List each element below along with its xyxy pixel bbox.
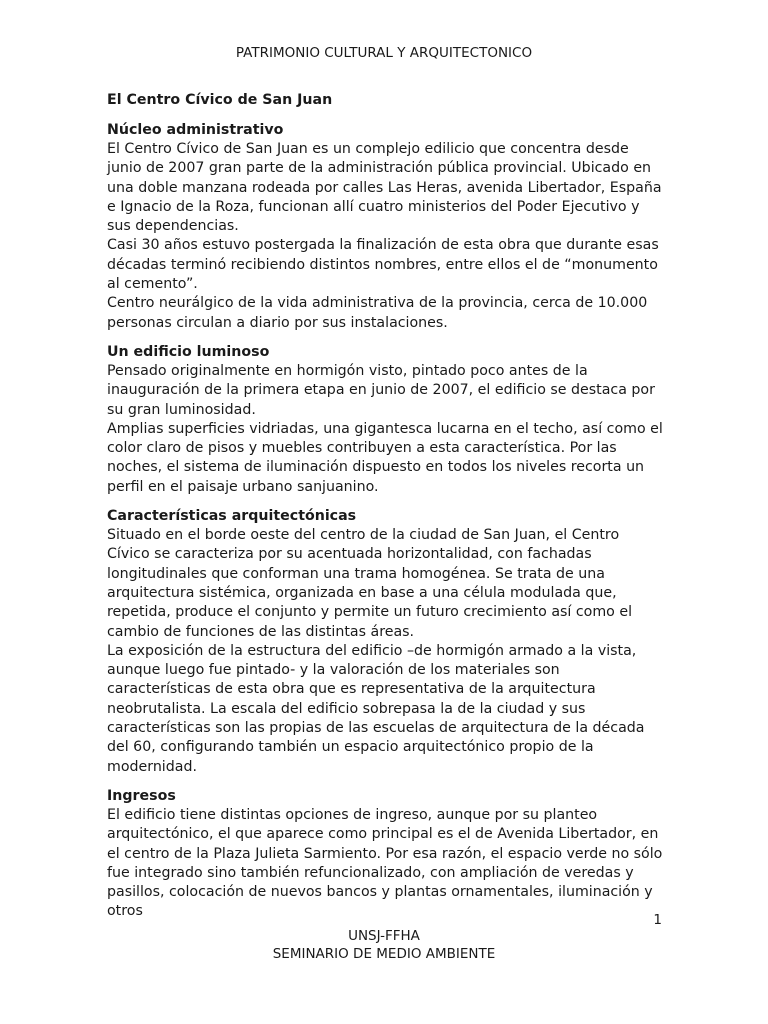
paragraph: Pensado originalmente en hormigón visto, pintado poco antes de la inauguración de la primera etapa en junio de 2007, el edificio se destaca por su gran luminosidad. xyxy=(107,362,655,418)
paragraph: Situado en el borde oeste del centro de la ciudad de San Juan, el Centro Cívico se caracteriza por su acentuada horizontalidad, con fachadas longitudinales que conforman una trama homogénea. Se trata de una arquitectura sistémica, organizada en base a una célula modulada que, repetida, produce el conjunto y permite un futuro crecimiento así como el cambio de funciones de las distintas áreas. xyxy=(107,527,633,640)
document-title: El Centro Cívico de San Juan xyxy=(107,92,333,108)
paragraph: El edificio tiene distintas opciones de ingreso, aunque por su planteo arquitectónico, el que aparece como principal es el de Avenida Libertador, en el centro de la Plaza Julieta Sarmiento. Por esa razón, el espacio verde no sólo fue integrado sino también refuncionalizado, con ampliación de veredas y pasillos, colocación de nuevos bancos y plantas ornamentales, iluminación y otros xyxy=(107,806,663,920)
footer-line-institution: UNSJ-FFHA xyxy=(348,928,420,944)
section-heading: Ingresos xyxy=(107,787,176,804)
section-heading: Características arquitectónicas xyxy=(107,508,357,525)
page-header: PATRIMONIO CULTURAL Y ARQUITECTONICO xyxy=(235,45,533,61)
section-heading: Un edificio luminoso xyxy=(107,343,270,360)
paragraph: La exposición de la estructura del edificio –de hormigón armado a la vista, aunque luego fue pintado- y la valoración de los materiales son características de esta obra que es representativa de la arquitectura neobrutalista. La escala del edificio sobrepasa la de la ciudad y sus características son las propias de las escuelas de arquitectura de la década del 60, configurando también un espacio arquitectónico propio de la modernidad. xyxy=(107,642,645,775)
section-edificio-luminoso xyxy=(107,343,663,497)
paragraph: Centro neurálgico de la vida administrativa de la provincia, cerca de 10.000 personas circulan a diario por sus instalaciones. xyxy=(107,295,648,331)
section-heading: Núcleo administrativo xyxy=(107,122,284,138)
paragraph: El Centro Cívico de San Juan es un complejo edilicio que concentra desde junio de 2007 gran parte de la administración pública provincial. Ubicado en una doble manzana rodeada por calles Las Heras, avenida Libertador, España e Ignacio de la Roza, funcionan allí cuatro ministerios del Poder Ejecutivo y sus dependencias. xyxy=(107,141,662,235)
document-body xyxy=(107,91,663,932)
page-number: 1 xyxy=(653,912,662,928)
page-footer xyxy=(0,927,768,963)
section-caracteristicas-arquitectonicas xyxy=(107,507,663,777)
paragraph: Casi 30 años estuvo postergada la finalización de esta obra que durante esas décadas terminó recibiendo distintos nombres, entre ellos el de “monumento al cemento”. xyxy=(107,237,659,293)
footer-line-seminar: SEMINARIO DE MEDIO AMBIENTE xyxy=(272,946,496,962)
section-ingresos xyxy=(107,787,663,922)
paragraph: Amplias superficies vidriadas, una gigantesca lucarna en el techo, así como el color claro de pisos y muebles contribuyen a esta característica. Por las noches, el sistema de iluminación dispuesto en todos los niveles recorta un perfil en el paisaje urbano sanjuanino. xyxy=(107,420,663,495)
section-nucleo-administrativo xyxy=(107,121,663,333)
